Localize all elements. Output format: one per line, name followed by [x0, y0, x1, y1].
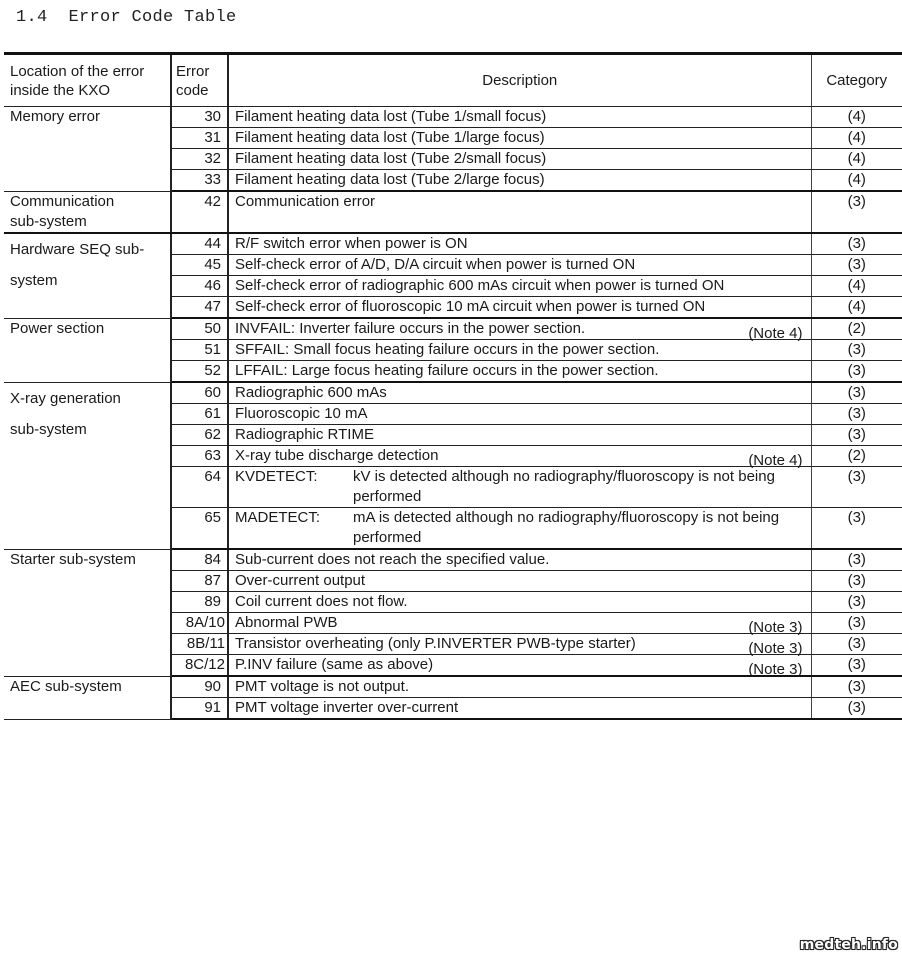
description-keyword: MADETECT: [235, 509, 321, 526]
category: (3) [811, 613, 902, 634]
category: (4) [811, 297, 902, 319]
error-code: 45 [171, 255, 228, 276]
category: (4) [811, 276, 902, 297]
error-code: 52 [171, 361, 228, 383]
table-row [4, 382, 902, 404]
header-location [4, 54, 171, 107]
location-hardware-seq [4, 233, 171, 318]
description: Communication error [228, 191, 811, 233]
location-aec: AEC sub-system [4, 676, 171, 719]
description [228, 613, 811, 634]
category: (3) [811, 233, 902, 255]
section-number: 1.4 [16, 8, 48, 27]
category: (3) [811, 425, 902, 446]
table-header-row [4, 54, 902, 107]
description: Sub-current does not reach the specified value. [228, 549, 811, 571]
header-description: Description [228, 54, 811, 107]
error-code: 32 [171, 149, 228, 170]
watermark: medteh.info [799, 937, 898, 953]
category: (4) [811, 149, 902, 170]
error-code: 47 [171, 297, 228, 319]
description [228, 508, 811, 550]
location-xray-generation [4, 382, 171, 549]
error-code: 89 [171, 592, 228, 613]
note-reference: (Note 4) [748, 452, 803, 469]
error-code: 87 [171, 571, 228, 592]
category: (2) [811, 446, 902, 467]
location-line2: sub-system [10, 212, 87, 230]
category: (3) [811, 361, 902, 383]
table-row [4, 549, 902, 571]
table-row [4, 676, 902, 698]
category: (3) [811, 655, 902, 677]
error-code: 31 [171, 128, 228, 149]
error-code: 63 [171, 446, 228, 467]
error-code: 44 [171, 233, 228, 255]
category: (3) [811, 634, 902, 655]
error-code: 64 [171, 467, 228, 508]
note-reference: (Note 3) [748, 661, 803, 678]
category: (3) [811, 255, 902, 276]
description-text: INVFAIL: Inverter failure occurs in the power section. [235, 320, 586, 337]
description: LFFAIL: Large focus heating failure occurs in the power section. [228, 361, 811, 383]
error-code: 51 [171, 340, 228, 361]
description-keyword: KVDETECT: [235, 468, 318, 485]
description-text: kV is detected although no radiography/fluoroscopy is not being performed [353, 468, 775, 505]
header-location-line2: inside the KXO [10, 81, 111, 99]
location-line1: X-ray generation [10, 389, 121, 407]
category: (3) [811, 382, 902, 404]
table-row [4, 107, 902, 128]
header-code-line2: code [176, 81, 209, 99]
error-code: 50 [171, 318, 228, 340]
header-code-line1: Error [176, 62, 210, 80]
location-memory-error: Memory error [4, 107, 171, 192]
category: (4) [811, 107, 902, 128]
header-location-line1: Location of the error [10, 62, 145, 80]
error-code: 42 [171, 191, 228, 233]
location-line2: system [10, 272, 58, 289]
category: (4) [811, 128, 902, 149]
error-code: 46 [171, 276, 228, 297]
description: PMT voltage is not output. [228, 676, 811, 698]
description: Filament heating data lost (Tube 1/large focus) [228, 128, 811, 149]
description [228, 318, 811, 340]
section-heading [16, 8, 237, 27]
section-title: Error Code Table [68, 8, 237, 27]
error-code: 8A/10 [171, 613, 228, 634]
category: (3) [811, 571, 902, 592]
description: PMT voltage inverter over-current [228, 698, 811, 720]
description: Radiographic 600 mAs [228, 382, 811, 404]
description: Self-check error of A/D, D/A circuit when power is turned ON [228, 255, 811, 276]
description: R/F switch error when power is ON [228, 233, 811, 255]
description [228, 446, 811, 467]
description: Self-check error of radiographic 600 mAs circuit when power is turned ON [228, 276, 811, 297]
error-code: 61 [171, 404, 228, 425]
table-row [4, 233, 902, 255]
location-communication [4, 191, 171, 233]
error-code: 65 [171, 508, 228, 550]
table-row [4, 318, 902, 340]
description: Fluoroscopic 10 mA [228, 404, 811, 425]
description [228, 634, 811, 655]
category: (3) [811, 191, 902, 233]
header-error-code [171, 54, 228, 107]
description: Filament heating data lost (Tube 2/small focus) [228, 149, 811, 170]
description: Self-check error of fluoroscopic 10 mA circuit when power is turned ON [228, 297, 811, 319]
description [228, 467, 811, 508]
location-line1: Communication [10, 192, 115, 210]
error-code: 90 [171, 676, 228, 698]
location-line2: sub-system [10, 420, 87, 438]
error-code: 8B/11 [171, 634, 228, 655]
description: Over-current output [228, 571, 811, 592]
category: (3) [811, 676, 902, 698]
note-reference: (Note 3) [748, 619, 803, 636]
description-text: Abnormal PWB [235, 614, 338, 631]
description-text: mA is detected although no radiography/fluoroscopy is not being performed [353, 509, 780, 546]
error-code: 62 [171, 425, 228, 446]
header-category: Category [811, 54, 902, 107]
description: SFFAIL: Small focus heating failure occurs in the power section. [228, 340, 811, 361]
category: (3) [811, 404, 902, 425]
location-line1: Hardware SEQ sub- [10, 241, 145, 258]
description: Filament heating data lost (Tube 2/large focus) [228, 170, 811, 192]
note-reference: (Note 3) [748, 640, 803, 657]
description: Filament heating data lost (Tube 1/small focus) [228, 107, 811, 128]
category: (3) [811, 698, 902, 720]
description-text: Transistor overheating (only P.INVERTER PWB-type starter) [235, 635, 636, 652]
description: Coil current does not flow. [228, 592, 811, 613]
category: (4) [811, 170, 902, 192]
category: (3) [811, 467, 902, 508]
location-power-section: Power section [4, 318, 171, 382]
error-code: 8C/12 [171, 655, 228, 677]
description-text: P.INV failure (same as above) [235, 656, 434, 673]
error-code: 91 [171, 698, 228, 720]
description: Radiographic RTIME [228, 425, 811, 446]
description [228, 655, 811, 677]
error-code-table [4, 52, 902, 720]
error-code: 60 [171, 382, 228, 404]
table-row [4, 191, 902, 233]
category: (3) [811, 508, 902, 550]
category: (3) [811, 549, 902, 571]
location-starter: Starter sub-system [4, 549, 171, 676]
category: (2) [811, 318, 902, 340]
category: (3) [811, 340, 902, 361]
error-code: 84 [171, 549, 228, 571]
error-code: 33 [171, 170, 228, 192]
error-code: 30 [171, 107, 228, 128]
category: (3) [811, 592, 902, 613]
description-text: X-ray tube discharge detection [235, 447, 439, 464]
note-reference: (Note 4) [748, 325, 803, 342]
